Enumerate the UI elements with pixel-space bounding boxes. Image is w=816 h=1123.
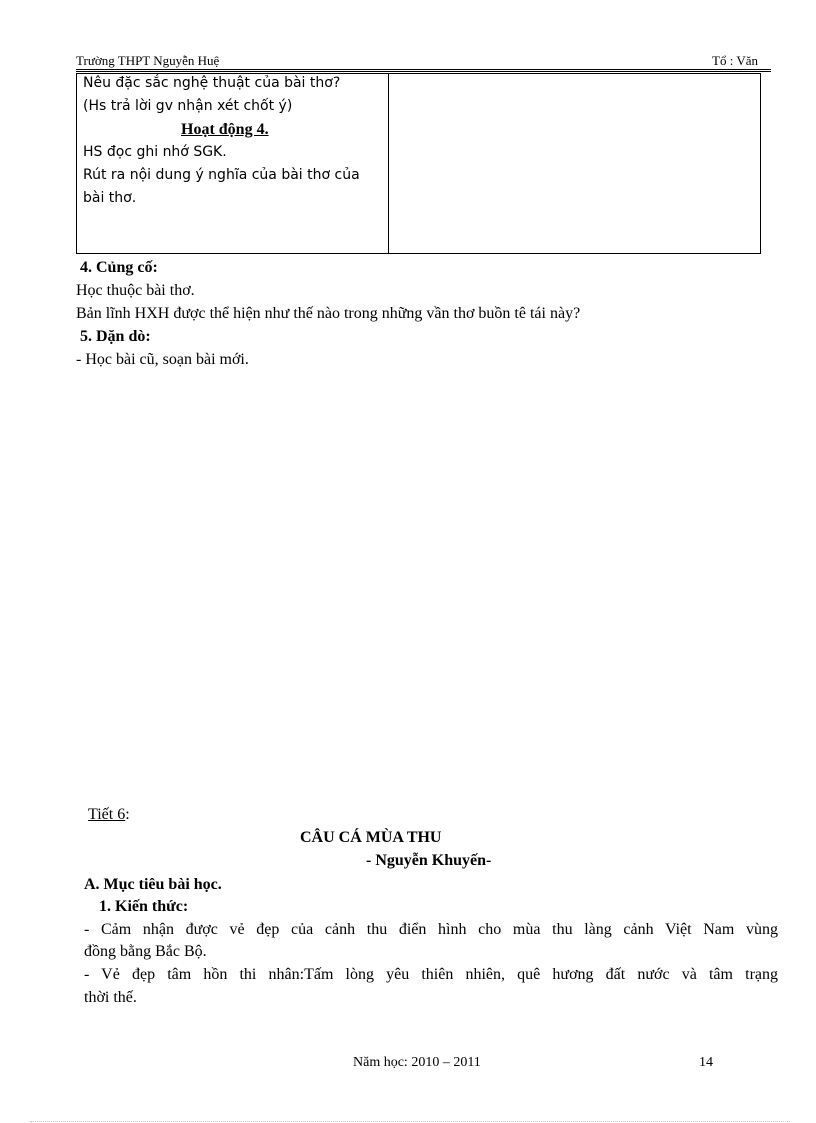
homework-heading: 5. Dặn dò:	[80, 328, 151, 345]
section-a-heading: A. Mục tiêu bài học.	[84, 876, 222, 893]
homework-line: - Học bài cũ, soạn bài mới.	[76, 351, 249, 368]
page-bottom-edge	[30, 1121, 790, 1122]
period-label	[88, 806, 130, 824]
period-suffix: :	[125, 806, 130, 823]
knowledge-para-1-line-2: đồng bằng Bắc Bộ.	[84, 943, 207, 960]
consolidation-line-2: Bản lĩnh HXH được thể hiện như thế nào trong những vần thơ buồn tê tái này?	[76, 305, 581, 322]
lesson-author: - Nguyễn Khuyến-	[366, 852, 492, 869]
table-read-line: HS đọc ghi nhớ SGK.	[83, 144, 227, 160]
header-rule	[76, 69, 771, 70]
activity-table-right-cell	[389, 74, 761, 254]
header-school: Trường THPT Nguyễn Huệ	[76, 53, 220, 68]
knowledge-para-1-line-1: - Cảm nhận được vẻ đẹp của cảnh thu điển hình cho mùa thu làng cảnh Việt Nam vùng	[84, 921, 778, 938]
consolidation-line-1: Học thuộc bài thơ.	[76, 282, 195, 299]
consolidation-heading: 4. Củng cố:	[80, 259, 158, 276]
table-meaning-line-cont: bài thơ.	[83, 190, 137, 206]
table-note-line: (Hs trả lời gv nhận xét chốt ý)	[83, 98, 293, 114]
page-number: 14	[699, 1055, 713, 1070]
knowledge-para-2-line-2: thời thế.	[84, 989, 137, 1006]
header-rule-second	[76, 71, 771, 72]
header-department: Tổ : Văn	[712, 53, 758, 68]
table-meaning-line: Rút ra nội dung ý nghĩa của bài thơ của	[83, 167, 360, 183]
lesson-title: CÂU CÁ MÙA THU	[300, 829, 442, 846]
footer-year: Năm học: 2010 – 2011	[353, 1055, 481, 1070]
subsection-knowledge-heading: 1. Kiến thức:	[99, 898, 189, 915]
period-text: Tiết 6	[88, 806, 126, 823]
knowledge-para-2-line-1: - Vẻ đẹp tâm hồn thi nhân:Tấm lòng yêu thiên nhiên, quê hương đất nước và tâm trạng	[84, 966, 778, 983]
table-question-line: Nêu đặc sắc nghệ thuật của bài thơ?	[83, 75, 341, 91]
table-activity-heading: Hoạt động 4.	[181, 121, 269, 138]
